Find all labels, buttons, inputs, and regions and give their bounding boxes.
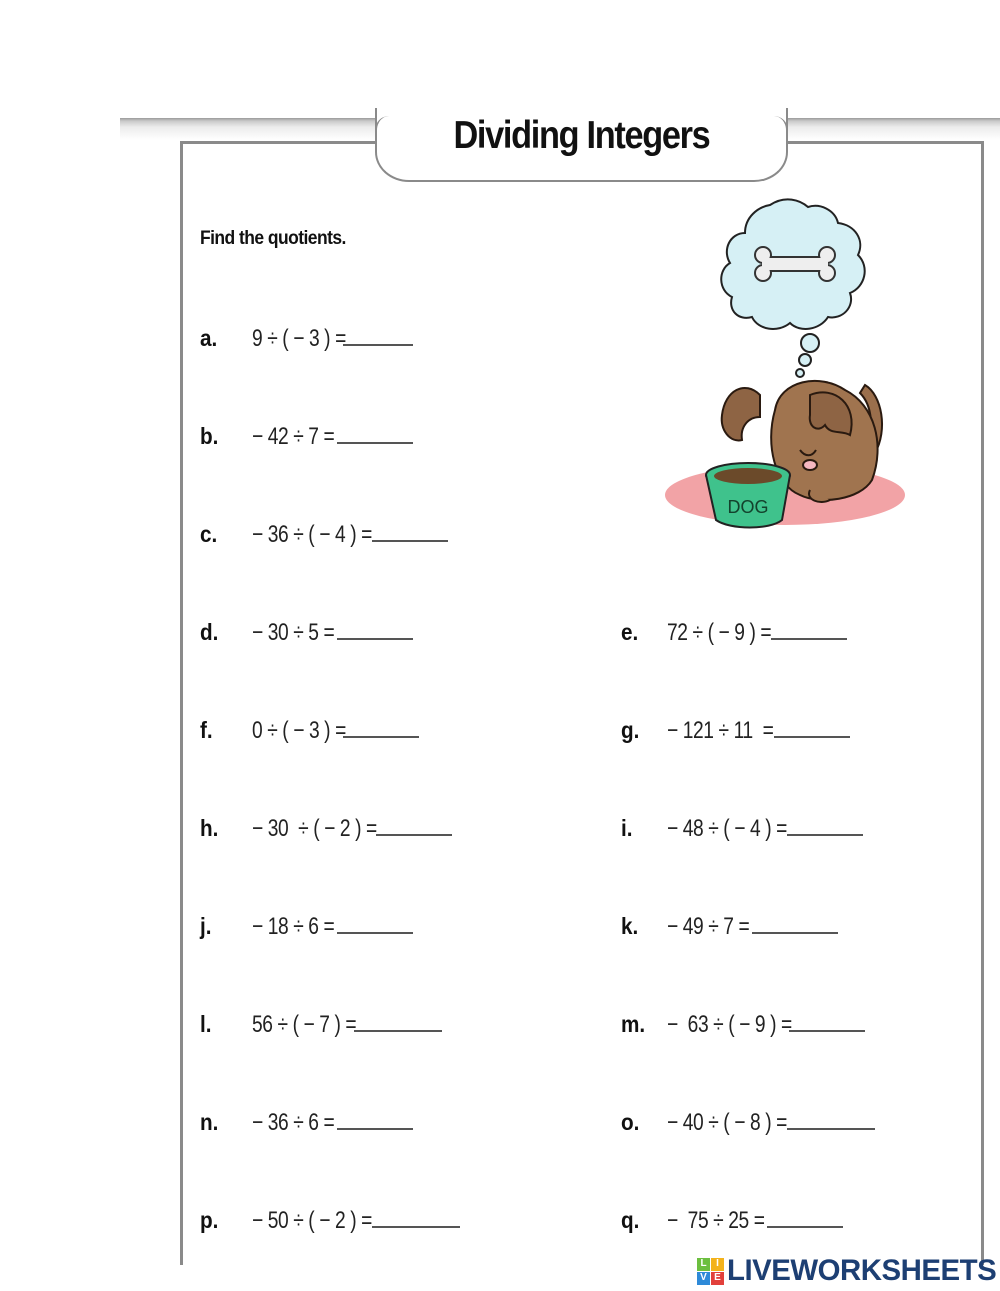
- problem-label: n.: [200, 1109, 219, 1135]
- problem-label: f.: [200, 717, 213, 743]
- answer-input-n[interactable]: [337, 1106, 413, 1130]
- instructions: Find the quotients.: [200, 228, 346, 249]
- problem-i: [621, 812, 863, 844]
- problem-h: [200, 812, 452, 844]
- problem-f: [200, 714, 419, 746]
- problem-expression: − 30 ÷ ( − 2 ) =: [252, 815, 377, 842]
- answer-input-l[interactable]: [354, 1008, 442, 1032]
- worksheet-title: Dividing Integers: [453, 114, 710, 157]
- bowl-label: DOG: [727, 497, 769, 517]
- problem-expression: − 49 ÷ 7 =: [667, 913, 750, 940]
- logo-letter: E: [711, 1272, 724, 1285]
- problem-e: [621, 616, 847, 648]
- problem-expression: 72 ÷ ( − 9 ) =: [667, 619, 772, 646]
- problem-expression: − 36 ÷ ( − 4 ) =: [252, 521, 372, 548]
- answer-input-c[interactable]: [372, 518, 448, 542]
- answer-input-q[interactable]: [767, 1204, 843, 1228]
- problem-expression: 56 ÷ ( − 7 ) =: [252, 1011, 357, 1038]
- answer-input-j[interactable]: [337, 910, 413, 934]
- problem-g: [621, 714, 850, 746]
- answer-input-o[interactable]: [787, 1106, 875, 1130]
- answer-input-i[interactable]: [787, 812, 863, 836]
- problem-expression: − 36 ÷ 6 =: [252, 1109, 335, 1136]
- problem-label: j.: [200, 913, 212, 939]
- logo-letter: I: [711, 1258, 724, 1271]
- problem-expression: 0 ÷ ( − 3 ) =: [252, 717, 346, 744]
- liveworksheets-logo[interactable]: [697, 1254, 1000, 1288]
- problem-j: [200, 910, 413, 942]
- problem-label: p.: [200, 1207, 219, 1233]
- answer-input-d[interactable]: [337, 616, 413, 640]
- problem-expression: − 40 ÷ ( − 8 ) =: [667, 1109, 787, 1136]
- dog-illustration: [660, 195, 915, 555]
- problem-b: [200, 420, 413, 452]
- problem-label: l.: [200, 1011, 212, 1037]
- answer-input-b[interactable]: [337, 420, 413, 444]
- problem-m: [621, 1008, 865, 1040]
- problem-q: [621, 1204, 843, 1236]
- problem-expression: − 63 ÷ ( − 9 ) =: [667, 1011, 792, 1038]
- problem-label: e.: [621, 619, 639, 645]
- problem-expression: − 48 ÷ ( − 4 ) =: [667, 815, 787, 842]
- problem-n: [200, 1106, 413, 1138]
- logo-grid-icon: [697, 1258, 724, 1285]
- title-banner: [375, 108, 788, 182]
- problem-label: a.: [200, 325, 218, 351]
- problem-expression: − 50 ÷ ( − 2 ) =: [252, 1207, 372, 1234]
- problem-label: d.: [200, 619, 219, 645]
- answer-input-m[interactable]: [789, 1008, 865, 1032]
- problem-p: [200, 1204, 460, 1236]
- problem-expression: − 42 ÷ 7 =: [252, 423, 335, 450]
- problem-expression: 9 ÷ ( − 3 ) =: [252, 325, 346, 352]
- answer-input-g[interactable]: [774, 714, 850, 738]
- problem-expression: − 30 ÷ 5 =: [252, 619, 335, 646]
- problem-label: o.: [621, 1109, 640, 1135]
- thought-bubble-icon: [721, 199, 864, 377]
- answer-input-f[interactable]: [343, 714, 419, 738]
- problem-a: [200, 322, 413, 354]
- problem-label: q.: [621, 1207, 640, 1233]
- problem-label: b.: [200, 423, 219, 449]
- logo-letter: V: [697, 1272, 710, 1285]
- problem-c: [200, 518, 448, 550]
- problem-k: [621, 910, 838, 942]
- problem-label: i.: [621, 815, 633, 841]
- answer-input-k[interactable]: [752, 910, 838, 934]
- problem-label: h.: [200, 815, 219, 841]
- problem-expression: − 121 ÷ 11 =: [667, 717, 774, 744]
- answer-input-a[interactable]: [343, 322, 413, 346]
- problem-expression: − 18 ÷ 6 =: [252, 913, 335, 940]
- dog-bowl-icon: [706, 463, 790, 528]
- problem-expression: − 75 ÷ 25 =: [667, 1207, 765, 1234]
- answer-input-e[interactable]: [771, 616, 847, 640]
- logo-text: LIVEWORKSHEETS: [727, 1254, 997, 1287]
- problem-label: k.: [621, 913, 639, 939]
- logo-letter: L: [697, 1258, 710, 1271]
- answer-input-h[interactable]: [376, 812, 452, 836]
- problem-d: [200, 616, 413, 648]
- problem-l: [200, 1008, 442, 1040]
- answer-input-p[interactable]: [372, 1204, 460, 1228]
- problem-o: [621, 1106, 875, 1138]
- problem-label: g.: [621, 717, 640, 743]
- problem-label: c.: [200, 521, 218, 547]
- problem-label: m.: [621, 1011, 646, 1037]
